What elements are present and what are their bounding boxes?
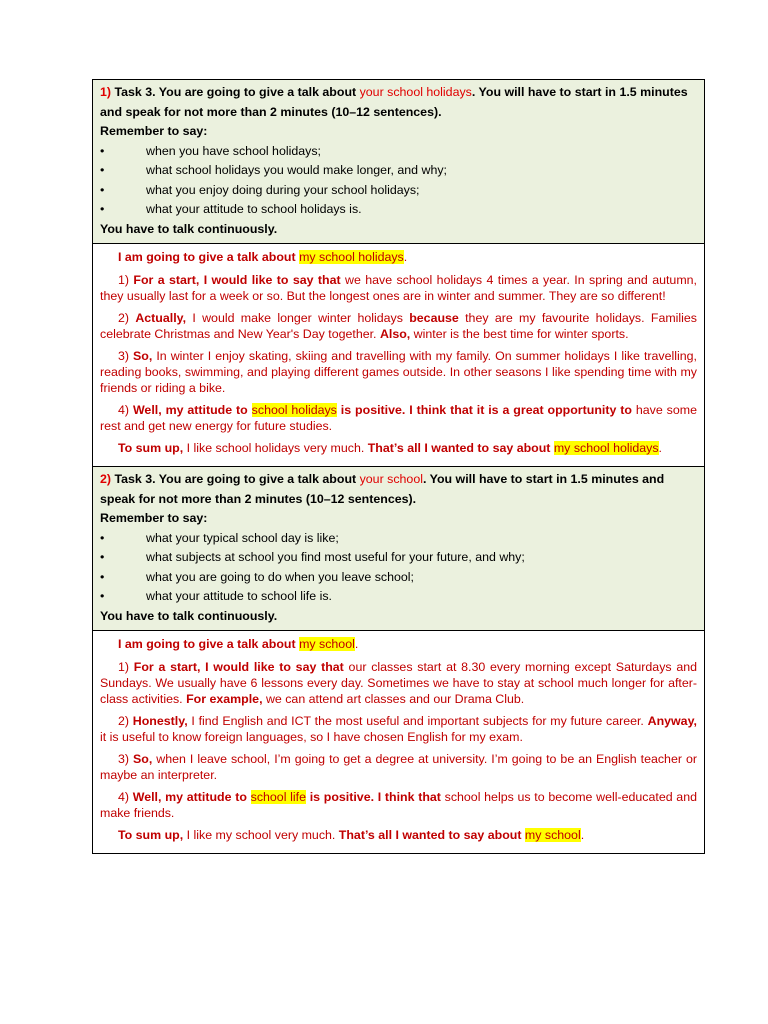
answer-2-box <box>92 631 705 854</box>
list-item: • what your attitude to school holidays is. <box>100 200 697 220</box>
task-1-number: 1) <box>100 85 112 99</box>
answer-1-paragraph-3: 3) So, In winter I enjoy skating, skiing and travelling with my family. On summer holidays I like travelling, reading books, swimming, and playing different games outside. In other seasons I like spending time with my friends or riding a bike. <box>100 349 697 395</box>
list-item: • what subjects at school you find most useful for your future, and why; <box>100 548 697 568</box>
answer-1-lead: I am going to give a talk about my school holidays. <box>118 250 408 264</box>
task-1-remember: Remember to say: <box>100 124 208 138</box>
task-2-box <box>92 467 705 631</box>
bullet-icon: • <box>100 530 105 545</box>
bullet-icon: • <box>100 163 105 177</box>
highlight: my school <box>524 828 581 842</box>
answer-2-paragraph-1: 1) For a start, I would like to say that our classes start at 8.30 every morning except Saturdays and Sundays. We usually have 6 lessons every day. Sometimes we have to stay at school much longer for after-class activities. For example, we can attend art classes and our Drama Club. <box>100 660 698 706</box>
answer-1-summary: To sum up, I like school holidays very much. That’s all I wanted to say about my school holidays. <box>118 441 662 455</box>
list-item: • what your typical school day is like; <box>100 529 697 549</box>
bullet-icon: • <box>100 143 105 158</box>
list-item: • what you are going to do when you leave school; <box>100 568 697 588</box>
highlight: my school <box>299 637 355 651</box>
task-2-number: 2) <box>100 472 112 486</box>
task-2-closing: You have to talk continuously. <box>100 608 278 623</box>
bullet-icon: • <box>100 550 105 564</box>
highlight: school life <box>250 790 306 804</box>
list-item: • when you have school holidays; <box>100 142 697 162</box>
document <box>92 79 705 854</box>
task-1-topic: your school holidays <box>359 85 472 99</box>
task-2-remember: Remember to say: <box>100 511 208 525</box>
highlight: my school holidays <box>553 441 659 455</box>
answer-1-paragraph-4: 4) Well, my attitude to school holidays is positive. I think that it is a great opportunity to have some rest and get new energy for future studies. <box>100 403 697 433</box>
task-2-intro: 2) Task 3. You are going to give a talk about your school. You will have to start in 1.5 minutes and speak for not more than 2 minutes (10–12 sentences). <box>100 472 665 506</box>
answer-2-lead: I am going to give a talk about my school. <box>118 637 359 651</box>
task-1-closing: You have to talk continuously. <box>100 221 278 236</box>
highlight: school holidays <box>251 403 337 417</box>
list-item: • what your attitude to school life is. <box>100 587 697 607</box>
answer-2-summary: To sum up, I like my school very much. That’s all I wanted to say about my school. <box>118 828 585 842</box>
answer-2-paragraph-4: 4) Well, my attitude to school life is positive. I think that school helps us to become well-educated and make friends. <box>100 790 697 820</box>
bullet-icon: • <box>100 569 105 584</box>
bullet-icon: • <box>100 182 105 197</box>
highlight: my school holidays <box>299 250 404 264</box>
list-item: • what school holidays you would make longer, and why; <box>100 161 697 181</box>
bullet-icon: • <box>100 202 105 216</box>
list-item: • what you enjoy doing during your school holidays; <box>100 181 697 201</box>
answer-1-paragraph-1: 1) For a start, I would like to say that we have school holidays 4 times a year. In spring and autumn, they usually last for a week or so. But the longest ones are in winter and summer. They are so different! <box>100 273 697 303</box>
task-2-topic: your school <box>359 472 423 486</box>
bullet-icon: • <box>100 589 105 603</box>
answer-2-paragraph-2: 2) Honestly, I find English and ICT the most useful and important subjects for my future career. Anyway, it is useful to know foreign languages, so I have chosen English for my exam. <box>100 714 697 744</box>
task-1-intro: 1) Task 3. You are going to give a talk about your school holidays. You will have to start in 1.5 minutes and speak for not more than 2 minutes (10–12 sentences). <box>100 85 688 119</box>
answer-1-paragraph-2: 2) Actually, I would make longer winter holidays because they are my favourite holidays. Families celebrate Christmas and New Year's Day together. Also, winter is the best time for winter sports. <box>100 311 697 341</box>
answer-2-paragraph-3: 3) So, when I leave school, I’m going to get a degree at university. I’m going to be an English teacher or maybe an interpreter. <box>100 752 697 782</box>
task-1-box <box>92 79 705 244</box>
answer-1-box <box>92 244 705 467</box>
